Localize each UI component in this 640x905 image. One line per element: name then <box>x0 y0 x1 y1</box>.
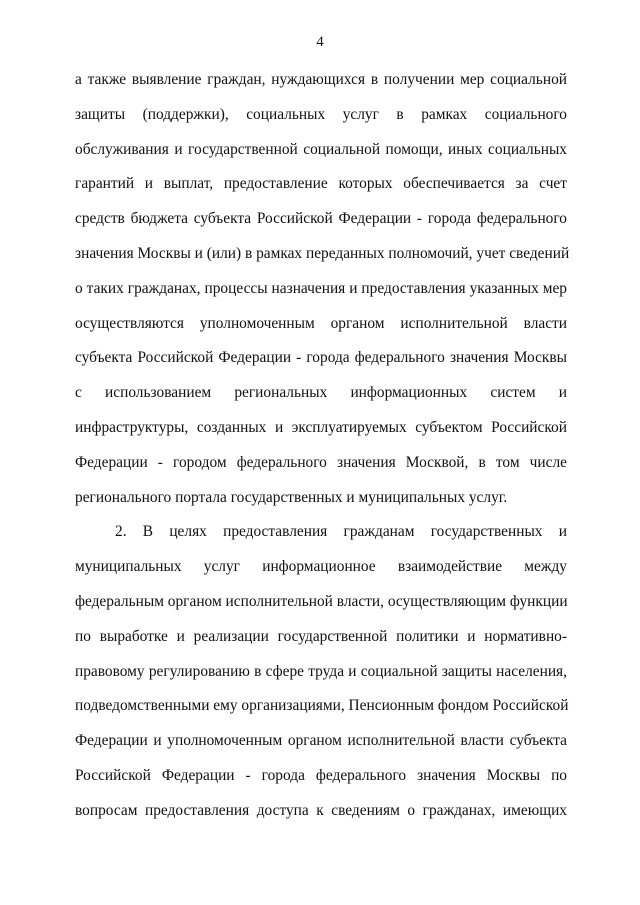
paragraph-1 <box>75 63 570 515</box>
text-line: правовому регулированию в сфере труда и социальной защиты населения, <box>75 662 567 680</box>
text-line: а также выявление граждан, нуждающихся в получении мер социальной <box>75 71 567 88</box>
text-line: субъекта Российской Федерации - города федерального значения Москвы <box>75 349 567 367</box>
text-line: обслуживания и государственной социальной помощи, иных социальных <box>75 140 567 158</box>
text-line: подведомственными ему организациями, Пенсионным фондом Российской <box>75 697 569 715</box>
body-text <box>75 63 570 829</box>
text-line: значения Москвы и (или) в рамках переданных полномочий, учет сведений <box>75 244 570 262</box>
text-line: федеральным органом исполнительной власти, осуществляющим функции <box>75 592 568 610</box>
text-line: о таких гражданах, процессы назначения и предоставления указанных мер <box>75 279 567 297</box>
text-line: муниципальных услуг информационное взаимодействие между <box>75 558 567 576</box>
text-line: с использованием региональных информационных систем и <box>75 384 567 402</box>
text-line: инфраструктуры, созданных и эксплуатируемых субъектом Российской <box>75 418 567 436</box>
page-number: 4 <box>316 34 324 50</box>
text-line: Федерации - городом федерального значения Москвой, в том числе <box>75 453 567 471</box>
text-line: Российской Федерации - города федерального значения Москвы по <box>75 766 567 784</box>
text-line: защиты (поддержки), социальных услуг в рамках социального <box>75 105 567 123</box>
text-line: по выработке и реализации государственной политики и нормативно- <box>75 627 567 645</box>
text-line: вопросам предоставления доступа к сведениям о гражданах, имеющих <box>75 801 567 819</box>
text-line: гарантий и выплат, предоставление которых обеспечивается за счет <box>75 175 567 193</box>
text-line: осуществляются уполномоченным органом исполнительной власти <box>75 314 567 332</box>
paragraph-2 <box>75 515 567 828</box>
text-line: средств бюджета субъекта Российской Федерации - города федерального <box>75 210 567 228</box>
text-line: регионального портала государственных и муниципальных услуг. <box>75 488 508 506</box>
text-line: 2. В целях предоставления гражданам государственных и <box>115 523 567 541</box>
text-line: Федерации и уполномоченным органом исполнительной власти субъекта <box>75 732 567 750</box>
